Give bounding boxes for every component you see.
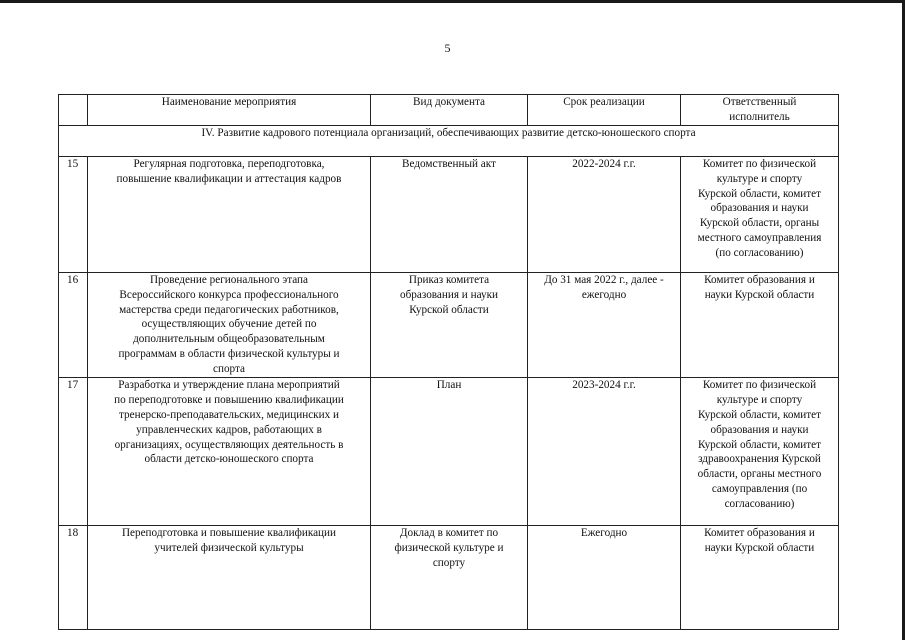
header-name: Наименование мероприятия (88, 95, 371, 126)
table-row (59, 272, 839, 377)
measures-table (58, 94, 839, 630)
table-row (59, 156, 839, 272)
row-num: 16 (59, 272, 88, 377)
table-row (59, 526, 839, 630)
row-name: Переподготовка и повышение квалификации учителей физической культуры (88, 526, 371, 630)
scan-border-top (0, 0, 905, 3)
row-responsible: Комитет образования и науки Курской области (681, 526, 839, 630)
section-row (59, 125, 839, 156)
row-term: 2022-2024 г.г. (528, 156, 681, 272)
header-doc-type: Вид документа (371, 95, 528, 126)
row-name: Проведение регионального этапа Всероссийского конкурса профессионального мастерства среди педагогических работников, осуществляющих обучение детей по дополнительным общеобразовательным программам в области физической культуры и спорта (88, 272, 371, 377)
row-doc-type: Приказ комитета образования и науки Курской области (371, 272, 528, 377)
row-doc-type: Доклад в комитет по физической культуре и спорту (371, 526, 528, 630)
row-doc-type: Ведомственный акт (371, 156, 528, 272)
row-num: 18 (59, 526, 88, 630)
row-name: Регулярная подготовка, переподготовка, повышение квалификации и аттестация кадров (88, 156, 371, 272)
row-responsible: Комитет по физической культуре и спорту Курской области, комитет образования и науки Курской области, органы местного самоуправления (по согласованию) (681, 156, 839, 272)
table-row (59, 378, 839, 526)
table-header-row (59, 95, 839, 126)
header-term: Срок реализации (528, 95, 681, 126)
row-responsible: Комитет образования и науки Курской области (681, 272, 839, 377)
row-term: До 31 мая 2022 г., далее - ежегодно (528, 272, 681, 377)
row-name: Разработка и утверждение плана мероприятий по переподготовке и повышению квалификации тренерско-преподавательских, медицинских и управленческих кадров, работающих в организациях, осуществляющих деятельность в области детско-юношеского спорта (88, 378, 371, 526)
header-num (59, 95, 88, 126)
page-number: 5 (444, 41, 451, 55)
row-term: 2023-2024 г.г. (528, 378, 681, 526)
header-responsible: Ответственный исполнитель (681, 95, 839, 126)
row-num: 15 (59, 156, 88, 272)
section-title: IV. Развитие кадрового потенциала организаций, обеспечивающих развитие детско-юношеского спорта (59, 125, 839, 156)
row-responsible: Комитет по физической культуре и спорту Курской области, комитет образования и науки Курской области, комитет здравоохранения Курской области, органы местного самоуправления (по согласованию) (681, 378, 839, 526)
row-term: Ежегодно (528, 526, 681, 630)
row-doc-type: План (371, 378, 528, 526)
row-num: 17 (59, 378, 88, 526)
